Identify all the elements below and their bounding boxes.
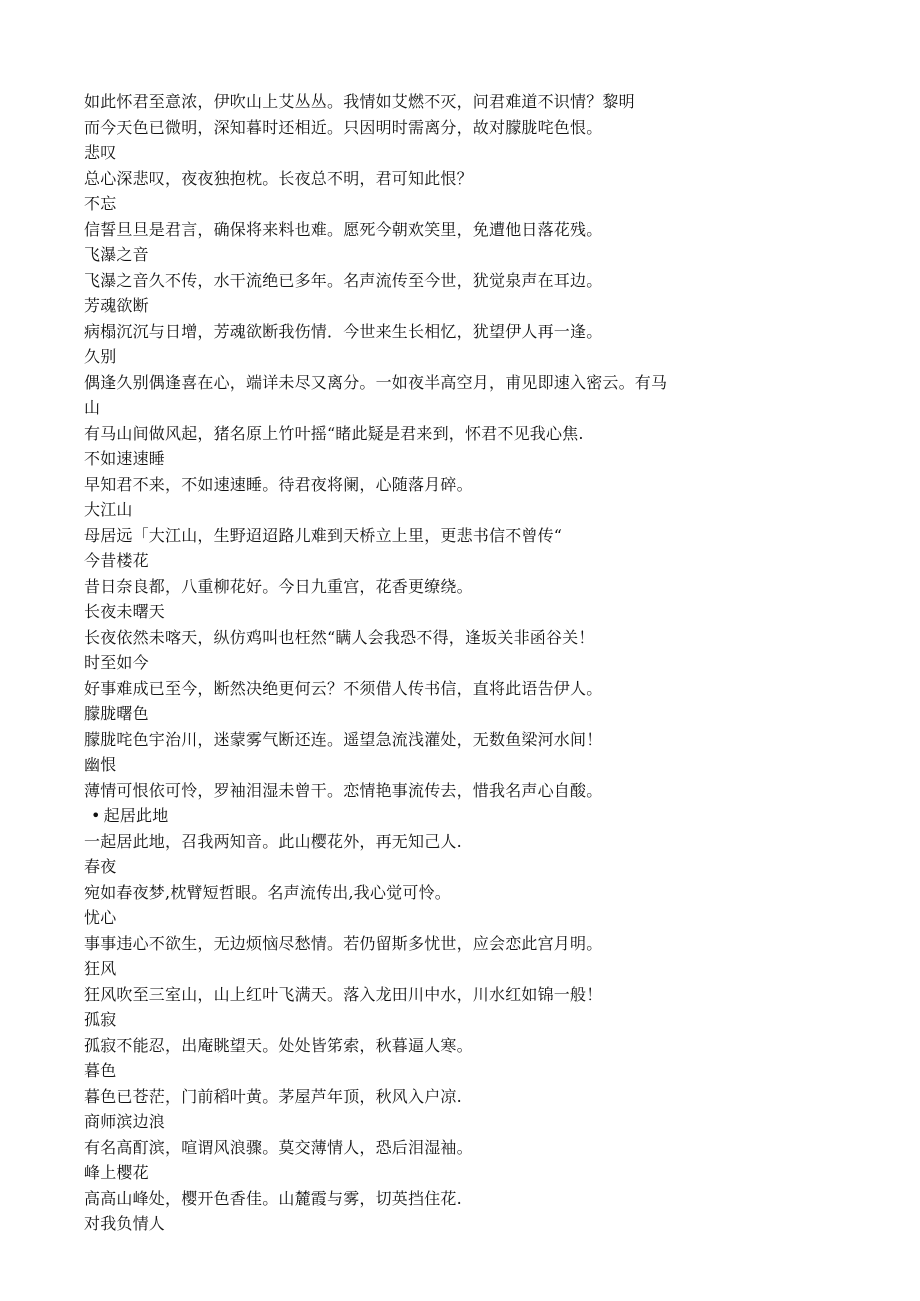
text-line: 偶逢久别偶逢喜在心，端详未尽又离分。一如夜半高空月，甫见即速入密云。有马 bbox=[84, 372, 668, 392]
text-line: 暮色已苍茫，门前稻叶黄。茅屋芦年顶，秋风入户凉. bbox=[84, 1086, 462, 1106]
poem-title: 忧心 bbox=[84, 908, 117, 927]
text-line: 飞瀑之音久不传，水干流绝已多年。名声流传至今世，犹觉泉声在耳边。 bbox=[84, 270, 603, 290]
text-line: 朦胧咤色宇治川，迷蒙雾气断还连。遥望急流浅灌处，无数鱼梁河水间！ bbox=[84, 729, 603, 749]
text-line: 总心深悲叹，夜夜独抱枕。长夜总不明，君可知此恨？ bbox=[84, 168, 473, 188]
poem-title: 不如速速睡 bbox=[84, 449, 166, 468]
text-line: 而今天色已微明，深知暮时还相近。只因明时需离分，故对朦胧咤色恨。 bbox=[84, 117, 603, 137]
text-line: 母居远「大江山，生野迢迢路儿难到天桥立上里，更悲书信不曾传“ bbox=[84, 525, 563, 545]
poem-title: 大江山 bbox=[84, 500, 133, 519]
bullet-icon: • bbox=[91, 806, 101, 825]
poem-title: 朦胧曙色 bbox=[84, 704, 149, 723]
poem-title: 幽恨 bbox=[84, 755, 117, 774]
poem-title: 春夜 bbox=[84, 857, 117, 876]
text-line: 早知君不来，不如速速睡。待君夜将阑，心随落月碎。 bbox=[84, 474, 473, 494]
text-line: 有马山间做风起，猪名原上竹叶摇“睹此疑是君来到，怀君不见我心焦. bbox=[84, 423, 584, 443]
text-line: 狂风吹至三室山，山上红叶飞满天。落入龙田川中水，川水红如锦一般！ bbox=[84, 984, 603, 1004]
poem-title: 飞瀑之音 bbox=[84, 245, 149, 264]
poem-title: 悲叹 bbox=[84, 143, 117, 162]
text-line: 事事违心不欲生，无边烦恼尽愁情。若仍留斯多忧世，应会恋此宫月明。 bbox=[84, 933, 603, 953]
poem-title: 时至如今 bbox=[84, 653, 149, 672]
poem-title: 今昔楼花 bbox=[84, 551, 149, 570]
poem-title: 对我负情人 bbox=[84, 1214, 166, 1233]
text-line: 孤寂不能忍，出庵眺望天。处处皆笫索，秋暮逼人寒。 bbox=[84, 1035, 473, 1055]
text-line: 一起居此地，召我两知音。此山樱花外，再无知己人. bbox=[84, 831, 462, 851]
bullet-heading bbox=[84, 803, 874, 829]
poem-title: 峰上樱花 bbox=[84, 1163, 149, 1182]
poem-title: 狂风 bbox=[84, 959, 117, 978]
text-line: 病榻沉沉与日增，芳魂欲断我伤情．今世来生长相忆，犹望伊人再一逢。 bbox=[84, 321, 603, 341]
text-line: 有名高酊滨，喧谓风浪骤。莫交薄情人，恐后泪湿袖。 bbox=[84, 1137, 473, 1157]
poem-title: 芳魂欲断 bbox=[84, 296, 149, 315]
text-line: 昔日奈良都，八重柳花好。今日九重宫，花香更缭绕。 bbox=[84, 576, 473, 596]
poem-title: 商师滨边浪 bbox=[84, 1112, 166, 1131]
text-line: 薄情可恨依可怜，罗袖泪湿未曾干。恋情艳事流传去，惜我名声心自酸。 bbox=[84, 780, 603, 800]
document-page bbox=[84, 89, 874, 1237]
text-line: 宛如春夜梦,枕臂短哲眼。名声流传出,我心觉可怜。 bbox=[84, 882, 451, 902]
poem-title: 暮色 bbox=[84, 1061, 117, 1080]
text-line: 高高山峰处，樱开色香佳。山麓霞与雾，切英挡住花. bbox=[84, 1188, 462, 1208]
text-line: 信誓旦旦是君言，确保将来料也难。愿死今朝欢笑里，免遭他日落花残。 bbox=[84, 219, 603, 239]
poem-title: 长夜未曙天 bbox=[84, 602, 166, 621]
text-line: 好事难成已至今，断然决绝更何云？不须借人传书信，直将此语告伊人。 bbox=[84, 678, 603, 698]
poem-title: 孤寂 bbox=[84, 1010, 117, 1029]
bullet-heading-text: 起居此地 bbox=[103, 806, 169, 825]
poem-title: 久别 bbox=[84, 347, 117, 366]
text-line: 长夜依然未喀天，纵仿鸡叫也枉然“瞒人会我恐不得，逢坂关非函谷关！ bbox=[84, 627, 595, 647]
text-line: 山 bbox=[84, 398, 101, 417]
text-line: 如此怀君至意浓，伊吹山上艾丛丛。我情如艾燃不灭，问君难道不识情？黎明 bbox=[84, 92, 635, 111]
poem-title: 不忘 bbox=[84, 194, 117, 213]
